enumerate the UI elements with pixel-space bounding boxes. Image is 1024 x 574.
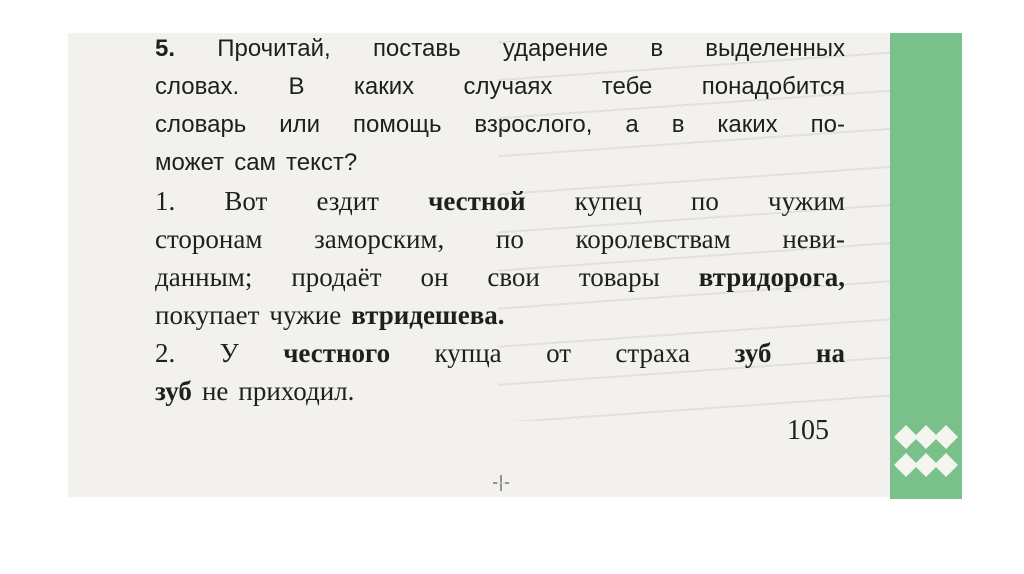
- word: взрослого,: [474, 111, 593, 138]
- word: покупает: [155, 300, 260, 330]
- word: в: [671, 111, 685, 138]
- highlighted-word: честной: [428, 186, 526, 216]
- p1-line-3: [155, 258, 845, 296]
- crosshair-cursor-icon: [492, 474, 510, 492]
- word: по: [495, 224, 524, 254]
- word: королевствам: [575, 224, 731, 254]
- p2-line-2: [155, 372, 845, 410]
- paragraph-number: 2.: [155, 338, 176, 368]
- highlighted-word: втридорога,: [698, 262, 845, 292]
- word: или: [279, 111, 321, 138]
- word: от: [546, 338, 572, 368]
- word: чужие: [269, 300, 342, 330]
- word: не: [201, 376, 229, 406]
- word: данным;: [155, 262, 253, 292]
- word: тебе: [601, 73, 653, 100]
- word: купец: [574, 186, 642, 216]
- word: по-: [810, 111, 845, 138]
- word: случаях: [463, 73, 553, 100]
- paragraph-number: 1.: [155, 186, 176, 216]
- word: каких: [353, 73, 415, 100]
- word: чужим: [768, 186, 845, 216]
- word: может: [155, 149, 225, 176]
- word: понадобится: [701, 73, 845, 100]
- task-line-4: [155, 144, 845, 182]
- word: словах.: [155, 73, 240, 100]
- word: сам: [234, 149, 277, 176]
- word: В: [288, 73, 305, 100]
- word: в: [650, 35, 664, 62]
- word: сторонам: [155, 224, 263, 254]
- word: продаёт: [291, 262, 382, 292]
- word: а: [625, 111, 639, 138]
- word: выделенных: [705, 35, 845, 62]
- highlighted-word: честного: [283, 338, 391, 368]
- word: неви-: [782, 224, 845, 254]
- task-line-2: [155, 68, 845, 106]
- word: Вот: [224, 186, 268, 216]
- p2-line-1: [155, 334, 845, 372]
- word: заморским,: [314, 224, 445, 254]
- diamond-pattern-icon: [890, 415, 962, 499]
- word: ударение: [502, 35, 609, 62]
- word: товары: [578, 262, 660, 292]
- word: свои: [487, 262, 540, 292]
- task-line-1: [155, 30, 845, 68]
- word: помощь: [353, 111, 442, 138]
- word: текст?: [286, 149, 358, 176]
- word: страха: [615, 338, 691, 368]
- p1-line-4: [155, 296, 845, 334]
- word: по: [690, 186, 719, 216]
- task-line-3: [155, 106, 845, 144]
- exercise-text: [155, 30, 845, 410]
- p1-line-2: [155, 220, 845, 258]
- word: он: [420, 262, 449, 292]
- word: У: [219, 338, 239, 368]
- page-number: 105: [787, 415, 829, 446]
- word: зуб: [734, 338, 772, 368]
- word: на: [815, 338, 845, 368]
- word: Прочитай,: [217, 35, 331, 62]
- word: зуб: [155, 376, 192, 406]
- word: приходил.: [238, 376, 355, 406]
- word: поставь: [372, 35, 461, 62]
- highlighted-word: втридешева.: [351, 300, 505, 330]
- green-side-strip: [890, 33, 962, 497]
- word: каких: [717, 111, 778, 138]
- word: словарь: [155, 111, 247, 138]
- p1-line-1: [155, 182, 845, 220]
- word: купца: [434, 338, 502, 368]
- task-number: 5.: [155, 35, 176, 62]
- word: ездит: [316, 186, 379, 216]
